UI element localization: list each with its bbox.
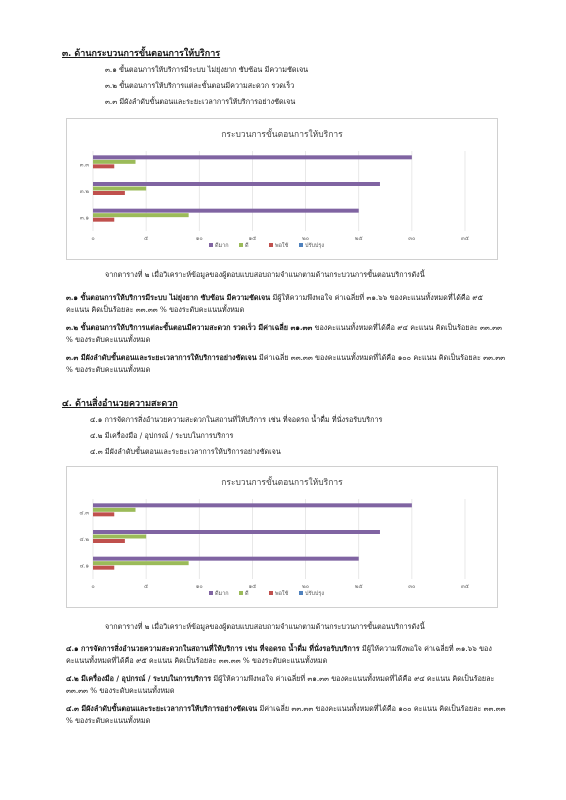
y-tick-label: ๓.๓ xyxy=(79,162,89,169)
bar-ดี xyxy=(93,187,146,191)
x-tick-label: ๓๕ xyxy=(461,236,469,242)
para-text: มีผู้ให้ความพึงพอใจ ค่าเฉลี่ยที่ ๓๑.๓๓ ของคะแนนทั้งหมดที่ได้คือ ๙๔ คะแนน คิดเป็นร้อยละ ๓๓.๓๓ % ของระดับคะแนนทั้งหมด xyxy=(66,674,495,695)
bar-ดีมาก xyxy=(93,182,380,186)
bar-ดี xyxy=(93,561,189,565)
legend-swatch xyxy=(209,591,213,595)
para-bold: ๔.๑ การจัดการสิ่งอำนวยความสะดวกในสถานที่ให้บริการ เช่น ที่จอดรถ น้ำดื่ม ที่นั่งรอรับบริการ xyxy=(66,644,360,653)
section3-caption: จากตารางที่ ๒ เมื่อวิเคราะห์ข้อมูลของผู้ตอบแบบสอบถามจำแนกตามด้านกระบวนการขั้นตอนบริการดังนี้ xyxy=(105,270,425,279)
legend-swatch xyxy=(209,243,213,247)
bar-พอใช้ xyxy=(93,512,114,516)
x-tick-label: ๑๐ xyxy=(195,584,203,590)
x-tick-label: ๑๐ xyxy=(195,236,203,242)
section4-caption: จากตารางที่ ๒ เมื่อวิเคราะห์ข้อมูลของผู้ตอบแบบสอบถามจำแนกตามด้านกระบวนการขั้นตอนบริการดังนี้ xyxy=(105,622,425,631)
section4-item: ๔.๑ การจัดการสิ่งอำนวยความสะดวกในสถานที่ให้บริการ เช่น ที่จอดรถ น้ำดื่ม ที่นั่งรอรับบริการ xyxy=(90,415,383,424)
para-text: มีผู้ให้ความพึงพอใจ ค่าเฉลี่ยที่ ๓๑.๖๖ ของคะแนนทั้งหมดที่ได้คือ ๙๕ คะแนน คิดเป็นร้อยละ ๓๓.๓๓ % ของระดับคะแนนทั้งหมด xyxy=(66,644,492,665)
bar-ดีมาก xyxy=(93,557,359,561)
chart-title: กระบวนการขั้นตอนการให้บริการ xyxy=(221,130,343,140)
section3-heading: ๓. ด้านกระบวนการขั้นตอนการให้บริการ xyxy=(62,49,221,59)
x-tick-label: ๓๐ xyxy=(408,236,416,242)
chart-section3 xyxy=(66,118,498,260)
para-bold: ๔.๒ มีเครื่องมือ / อุปกรณ์ / ระบบในการบริการ xyxy=(66,674,212,683)
para-bold: ๓.๑ ขั้นตอนการให้บริการมีระบบ ไม่ยุ่งยาก ซับซ้อน มีความชัดเจน xyxy=(66,293,271,302)
legend-swatch xyxy=(269,591,273,595)
legend-swatch xyxy=(299,591,303,595)
y-tick-label: ๔.๓ xyxy=(79,510,89,517)
bar-ดีมาก xyxy=(93,155,412,159)
section3-item: ๓.๓ มีผังลำดับขั้นตอนและระยะเวลาการให้บริการอย่างชัดเจน xyxy=(105,97,296,106)
legend-label: ดี xyxy=(245,591,249,597)
x-tick-label: ๑๕ xyxy=(248,584,257,590)
bar-พอใช้ xyxy=(93,164,114,168)
legend-swatch xyxy=(269,243,273,247)
para-text: ของคะแนนทั้งหมดที่ได้คือ ๙๔ คะแนน คิดเป็นร้อยละ ๓๓.๓๓ % ของระดับคะแนนทั้งหมด xyxy=(66,323,502,344)
section3-para xyxy=(66,352,506,376)
x-tick-label: ๓๕ xyxy=(461,584,469,590)
legend-label: ปรับปรุง xyxy=(305,591,325,597)
para-text: มีค่าเฉลี่ย ๓๓.๓๓ ของคะแนนทั้งหมดที่ได้คือ ๑๐๐ คะแนน คิดเป็นร้อยละ ๓๓.๓๓ % ของระดับคะแนนทั้งหมด xyxy=(66,704,506,725)
section4-heading: ๔. ด้านสิ่งอำนวยความสะดวก xyxy=(62,399,178,409)
para-bold: ๓.๒ ขั้นตอนการให้บริการแต่ละขั้นตอนมีความสะดวก รวดเร็ว มีค่าเฉลี่ย ๓๑.๓๓ xyxy=(66,323,313,332)
section3-para xyxy=(66,292,506,316)
bar-ดี xyxy=(93,508,136,512)
bar-ดีมาก xyxy=(93,503,412,507)
x-tick-label: ๑๕ xyxy=(248,236,257,242)
x-tick-label: ๕ xyxy=(144,584,149,590)
bar-ดี xyxy=(93,535,146,539)
section3-para xyxy=(66,322,506,346)
para-bold: ๔.๓ มีผังลำดับขั้นตอนและระยะเวลาการให้บริการอย่างชัดเจน xyxy=(66,704,258,713)
legend-label: ดีมาก xyxy=(215,243,229,249)
legend-label: ดีมาก xyxy=(215,591,229,597)
legend-label: ปรับปรุง xyxy=(305,243,325,249)
chart-svg-section4 xyxy=(67,467,497,607)
section3-item: ๓.๑ ขั้นตอนการให้บริการมีระบบ ไม่ยุ่งยาก ซับซ้อน มีความชัดเจน xyxy=(105,65,309,74)
legend-swatch xyxy=(239,591,243,595)
section3-item: ๓.๒ ขั้นตอนการให้บริการแต่ละขั้นตอนมีความสะดวก รวดเร็ว xyxy=(105,81,295,90)
para-text: มีค่าเฉลี่ย ๓๓.๓๓ ของคะแนนทั้งหมดที่ได้คือ ๑๐๐ คะแนน คิดเป็นร้อยละ ๓๓.๓๓ % ของระดับคะแนนทั้งหมด xyxy=(66,353,506,374)
section4-para xyxy=(66,703,506,727)
x-tick-label: ๒๐ xyxy=(302,584,310,590)
para-bold: ๓.๓ มีผังลำดับขั้นตอนและระยะเวลาการให้บริการอย่างชัดเจน xyxy=(66,353,257,362)
section4-item: ๔.๓ มีผังลำดับขั้นตอนและระยะเวลาการให้บริการอย่างชัดเจน xyxy=(90,447,281,456)
bar-ดี xyxy=(93,160,136,164)
y-tick-label: ๔.๑ xyxy=(79,563,89,570)
bar-พอใช้ xyxy=(93,191,125,195)
section4-item: ๔.๒ มีเครื่องมือ / อุปกรณ์ / ระบบในการบริการ xyxy=(90,431,234,440)
x-tick-label: ๐ xyxy=(91,584,95,590)
section4-para xyxy=(66,673,506,697)
bar-ดีมาก xyxy=(93,209,359,213)
legend-label: พอใช้ xyxy=(275,591,289,597)
legend-swatch xyxy=(299,243,303,247)
para-text: มีผู้ให้ความพึงพอใจ ค่าเฉลี่ยที่ ๓๑.๖๖ ของคะแนนทั้งหมดที่ได้คือ ๙๕ คะแนน คิดเป็นร้อยละ ๓๓.๓๓ % ของระดับคะแนนทั้งหมด xyxy=(66,293,483,314)
y-tick-label: ๓.๒ xyxy=(79,189,89,195)
x-tick-label: ๓๐ xyxy=(408,584,416,590)
chart-section4 xyxy=(66,466,498,608)
bar-ดีมาก xyxy=(93,530,380,534)
x-tick-label: ๒๕ xyxy=(354,236,363,242)
x-tick-label: ๒๐ xyxy=(302,236,310,242)
legend-label: พอใช้ xyxy=(275,243,289,249)
x-tick-label: ๒๕ xyxy=(354,584,363,590)
section4-para xyxy=(66,643,506,667)
y-tick-label: ๔.๒ xyxy=(79,537,89,543)
bar-ดี xyxy=(93,213,189,217)
x-tick-label: ๕ xyxy=(144,236,149,242)
chart-title: กระบวนการขั้นตอนการให้บริการ xyxy=(221,478,343,488)
bar-พอใช้ xyxy=(93,218,114,222)
y-tick-label: ๓.๑ xyxy=(80,215,89,222)
bar-พอใช้ xyxy=(93,539,125,543)
legend-swatch xyxy=(239,243,243,247)
x-tick-label: ๐ xyxy=(91,236,95,242)
legend-label: ดี xyxy=(245,243,249,249)
bar-พอใช้ xyxy=(93,566,114,570)
chart-svg-section3 xyxy=(67,119,497,259)
